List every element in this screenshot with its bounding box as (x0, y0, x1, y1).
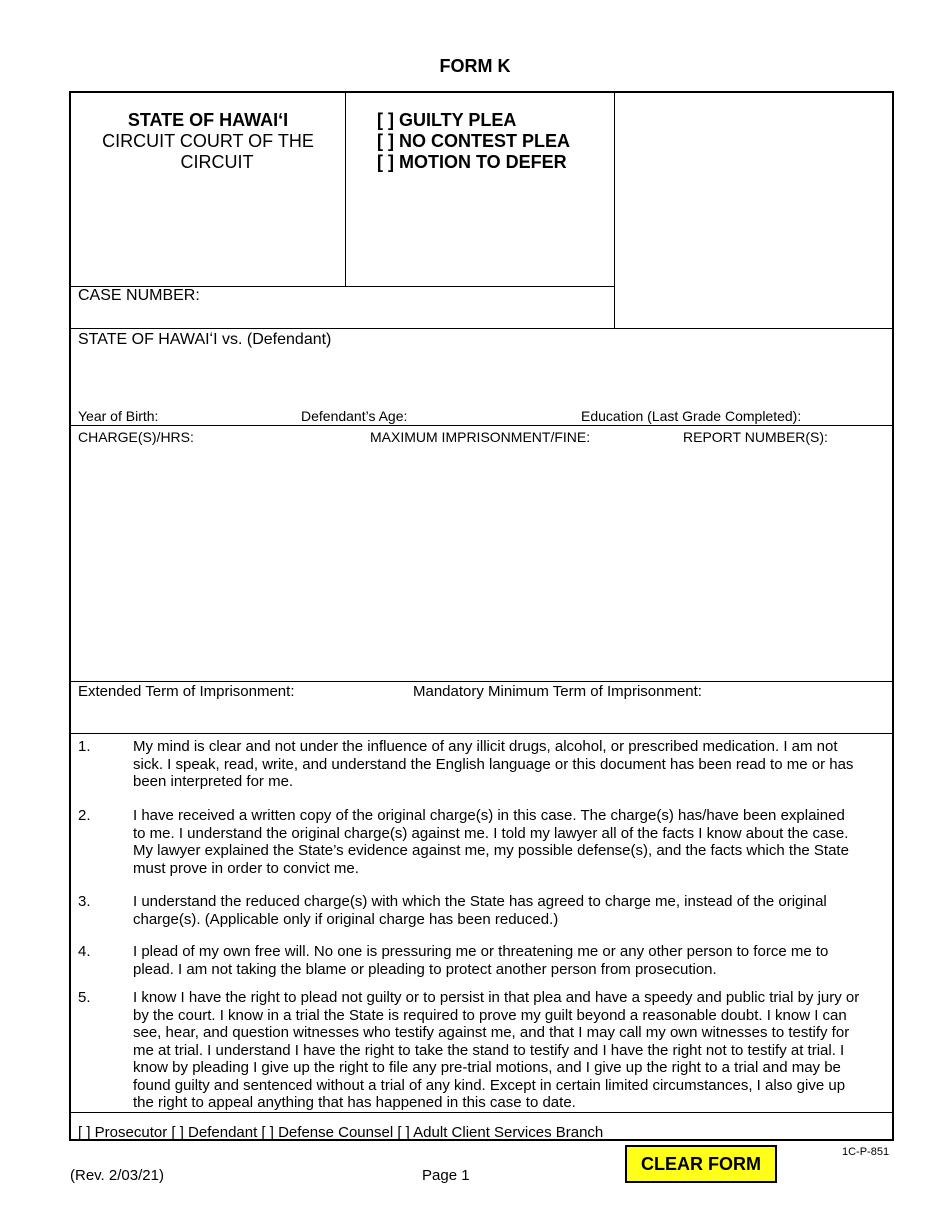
plea-options (377, 110, 570, 173)
form-title: FORM K (439, 56, 511, 76)
state-name: STATE OF HAWAIʻI (127, 110, 289, 130)
divider-defendant-top (70, 328, 893, 329)
max-imprisonment-label: MAXIMUM IMPRISONMENT/FINE: (370, 429, 591, 445)
item-number: 2. (78, 807, 91, 824)
defendant-caption: STATE OF HAWAIʻI vs. (Defendant) (78, 331, 332, 348)
item-line: I understand the reduced charge(s) with which the State has agreed to charge me, instead of the original (133, 893, 827, 910)
item-text (133, 807, 888, 877)
extended-term-label: Extended Term of Imprisonment: (78, 683, 295, 700)
item-line: sick. I speak, read, write, and understand the English language or this document has been read to me or has (133, 755, 854, 773)
mandatory-minimum-label: Mandatory Minimum Term of Imprisonment: (413, 683, 702, 700)
item-line: the right to appeal anything that has happened in this case to date. (133, 1094, 576, 1111)
form-code: 1C-P-851 (842, 1146, 890, 1158)
item-line: found guilty and sentenced without a trial of any kind. Except in certain limited circumstances, I also give up (133, 1076, 846, 1094)
item-line: by the court. I know in a trial the State is required to prove my guilt beyond a reasonable doubt. I know I can (133, 1006, 847, 1024)
item-number: 5. (78, 989, 91, 1006)
item-line: to me. I understand the original charge(s) against me. I told my lawyer all of the facts I know about the case. (133, 824, 849, 842)
item-line: been interpreted for me. (133, 773, 294, 790)
plea-motion-to-defer[interactable]: [ ] MOTION TO DEFER (377, 152, 567, 172)
divider-pleas-right (614, 92, 615, 329)
charges-label: CHARGE(S)/HRS: (78, 429, 194, 445)
case-number-label: CASE NUMBER: (78, 287, 200, 304)
item-number: 3. (78, 893, 91, 910)
divider-items-top (70, 733, 893, 734)
revision-date: (Rev. 2/03/21) (70, 1167, 164, 1184)
item-line: I have received a written copy of the original charge(s) in this case. The charge(s) has/have been explained (133, 807, 845, 824)
divider-terms-top (70, 681, 893, 682)
item-line: charge(s). (Applicable only if original charge has been reduced.) (133, 910, 559, 928)
divider-charges-top (70, 425, 893, 426)
clear-form-button[interactable]: CLEAR FORM (625, 1145, 777, 1183)
item-text (133, 989, 888, 1112)
item-line: know by pleading I give up the right to file any pre-trial motions, and I give up the right to a trial and may be (133, 1059, 841, 1076)
item-text (133, 738, 888, 791)
item-line: I plead of my own free will. No one is pressuring me or threatening me or any other person to force me to (133, 943, 829, 960)
divider-court-pleas (345, 92, 346, 286)
item-text (133, 893, 888, 928)
item-line: me at trial. I understand I have the right to take the stand to testify and I have the right not to testify at trial. I (133, 1041, 845, 1059)
plea-no-contest[interactable]: [ ] NO CONTEST PLEA (377, 131, 570, 151)
item-line: see, hear, and question witnesses who testify against me, and that I may call my own witnesses to testify for (133, 1024, 850, 1041)
education-label: Education (Last Grade Completed): (581, 408, 802, 424)
item-line: plead. I am not taking the blame or pleading to protect another person from prosecution. (133, 960, 717, 978)
item-line: My lawyer explained the State’s evidence against me, my possible defense(s), and the facts which the State (133, 842, 849, 859)
form-frame (69, 91, 894, 1141)
page-number: Page 1 (422, 1167, 470, 1184)
court-heading (72, 110, 344, 173)
item-line: must prove in order to convict me. (133, 859, 359, 877)
defendant-age-label: Defendant’s Age: (301, 408, 408, 424)
item-line: I know I have the right to plead not guilty or to persist in that plea and have a speedy and public trial by jury or (133, 989, 860, 1006)
distribution-checklist: [ ] Prosecutor [ ] Defendant [ ] Defense Counsel [ ] Adult Client Services Branch (78, 1124, 604, 1141)
item-number: 4. (78, 943, 91, 960)
court-line1: CIRCUIT COURT OF THE (102, 131, 314, 151)
item-number: 1. (78, 738, 91, 755)
report-number-label: REPORT NUMBER(S): (683, 429, 828, 445)
item-text (133, 943, 888, 978)
divider-distribution-top (70, 1112, 893, 1113)
plea-guilty[interactable]: [ ] GUILTY PLEA (377, 110, 517, 130)
court-line2: CIRCUIT (180, 152, 254, 172)
year-of-birth-label: Year of Birth: (78, 408, 159, 424)
item-line: My mind is clear and not under the influence of any illicit drugs, alcohol, or prescribed medication. I am not (133, 738, 838, 755)
